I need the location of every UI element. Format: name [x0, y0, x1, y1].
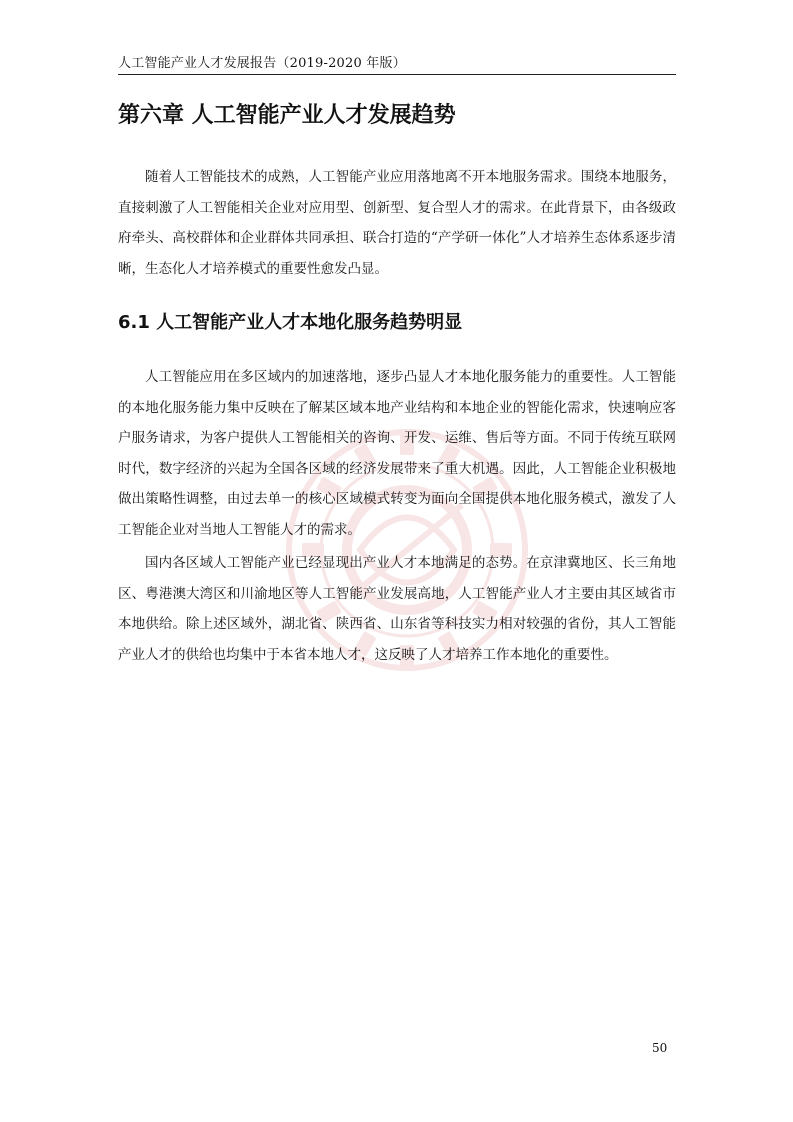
- section-paragraph-2: 国内各区域人工智能产业已经显现出产业人才本地满足的态势。在京津冀地区、长三角地区、粤港澳大湾区和川渝地区等人工智能产业发展高地，人工智能产业人才主要由其区域省市本地供给。除上述区域外，湖北省、陕西省、山东省等科技实力相对较强的省份，其人工智能产业人才的供给也均集中于本省本地人才，这反映了人才培养工作本地化的重要性。: [118, 555, 676, 663]
- running-header: 人工智能产业人才发展报告（2019-2020 年版）: [118, 56, 406, 71]
- section-title: 6.1 人工智能产业人才本地化服务趋势明显: [118, 312, 463, 333]
- chapter-intro-paragraph: 随着人工智能技术的成熟，人工智能产业应用落地离不开本地服务需求。围绕本地服务，直接刺激了人工智能相关企业对应用型、创新型、复合型人才的需求。在此背景下，由各级政府牵头、高校群体和企业群体共同承担、联合打造的“产学研一体化”人才培养生态体系逐步清晰，生态化人才培养模式的重要性愈发凸显。: [118, 169, 676, 277]
- header-rule: [118, 74, 676, 75]
- chapter-title: 第六章 人工智能产业人才发展趋势: [118, 103, 456, 128]
- page-number: 50: [652, 1041, 668, 1055]
- section-paragraph-1: 人工智能应用在多区域内的加速落地，逐步凸显人才本地化服务能力的重要性。人工智能的本地化服务能力集中反映在了解某区域本地产业结构和本地企业的智能化需求，快速响应客户服务请求，为客户提供人工智能相关的咨询、开发、运维、售后等方面。不同于传统互联网时代，数字经济的兴起为全国各区域的经济发展带来了重大机遇。因此，人工智能企业积极地做出策略性调整，由过去单一的核心区域模式转变为面向全国提供本地化服务模式，激发了人工智能企业对当地人工智能人才的需求。: [118, 369, 676, 538]
